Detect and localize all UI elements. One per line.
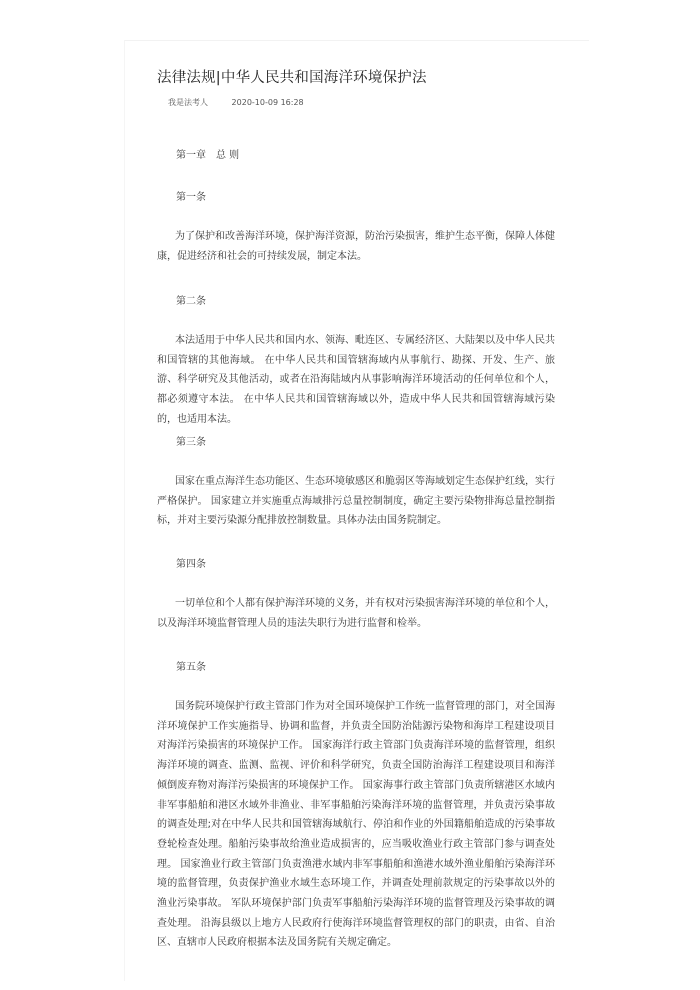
- article-5-heading: 第五条: [176, 662, 206, 673]
- article-title: 法律法规|中华人民共和国海洋环境保护法: [157, 70, 427, 86]
- article-meta: [168, 97, 304, 108]
- article-2-text: 本法适用于中华人民共和国内水、领海、毗连区、专属经济区、大陆架以及中华人民共和国管辖的其他海域。 在中华人民共和国管辖海域内从事航行、勘探、开发、生产、旅游、科学研究及其他活动，或者在沿海陆域内从事影响海洋环境活动的任何单位和个人，都必须遵守本法。 在中华人民共和国管辖海域以外，造成中华人民共和国管辖海域污染的，也适用本法。: [157, 335, 555, 425]
- article-5-text: 国务院环境保护行政主管部门作为对全国环境保护工作统一监督管理的部门，对全国海洋环境保护工作实施指导、协调和监督，并负责全国防治陆源污染物和海岸工程建设项目对海洋污染损害的环境保护工作。 国家海洋行政主管部门负责海洋环境的监督管理，组织海洋环境的调查、监测、监视、评价和科学研究，负责全国防治海洋工程建设项目和海洋倾倒废弃物对海洋污染损害的环境保护工作。 国家海事行政主管部门负责所辖港区水域内非军事船舶和港区水域外非渔业、非军事船舶污染海洋环境的监督管理，并负责污染事故的调查处理;对在中华人民共和国管辖海域航行、停泊和作业的外国籍船舶造成的污染事故登轮检查处理。船舶污染事故给渔业造成损害的，应当吸收渔业行政主管部门参与调查处理。 国家渔业行政主管部门负责渔港水域内非军事船舶和渔港水域外渔业船舶污染海洋环境的监督管理，负责保护渔业水域生态环境工作，并调查处理前款规定的污染事故以外的渔业污染事故。 军队环境保护部门负责军事船舶污染海洋环境的监督管理及污染事故的调查处理。 沿海县级以上地方人民政府行使海洋环境监督管理权的部门的职责，由省、自治区、直辖市人民政府根据本法及国务院有关规定确定。: [157, 701, 555, 949]
- author-name[interactable]: 我是法考人: [168, 98, 208, 107]
- article-4-text: 一切单位和个人都有保护海洋环境的义务，并有权对污染损害海洋环境的单位和个人，以及海洋环境监督管理人员的违法失职行为进行监督和检举。: [157, 598, 555, 629]
- article-3-heading: 第三条: [176, 437, 206, 448]
- article-4-heading: 第四条: [176, 559, 206, 570]
- article-2-heading: 第二条: [176, 296, 206, 307]
- publish-datetime: 2020-10-09 16:28: [231, 98, 304, 107]
- article-3-text: 国家在重点海洋生态功能区、生态环境敏感区和脆弱区等海域划定生态保护红线，实行严格保护。 国家建立并实施重点海域排污总量控制制度，确定主要污染物排海总量控制指标，并对主要污染源分配排放控制数量。具体办法由国务院制定。: [157, 476, 555, 527]
- chapter-heading: 第一章 总 则: [176, 150, 240, 161]
- article-1-heading: 第一条: [176, 192, 206, 203]
- article-1-text: 为了保护和改善海洋环境，保护海洋资源，防治污染损害，维护生态平衡，保障人体健康，促进经济和社会的可持续发展，制定本法。: [157, 231, 555, 262]
